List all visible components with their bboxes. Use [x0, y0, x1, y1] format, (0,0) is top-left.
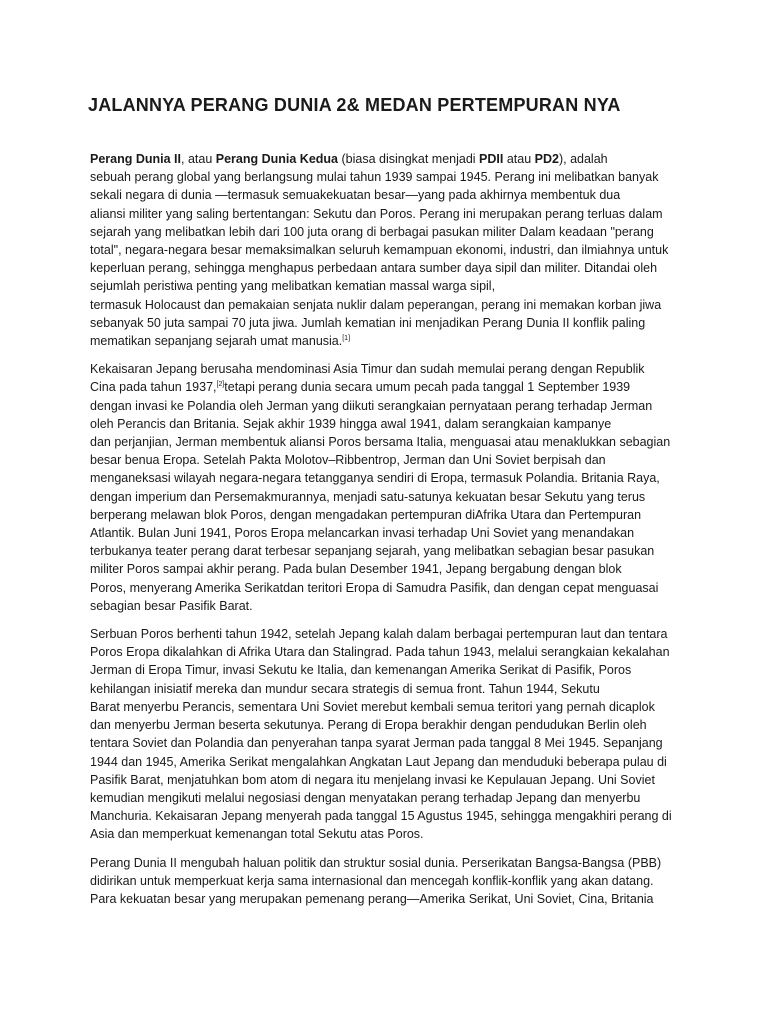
p1-line-1	[90, 150, 680, 168]
text-run: , atau	[181, 152, 216, 166]
text-run: (biasa disingkat menjadi	[338, 152, 480, 166]
p3-line: 1944 dan 1945, Amerika Serikat mengalahkan Angkatan Laut Jepang dan menduduki beberapa pulau di	[90, 754, 667, 769]
p1-line-9: termasuk Holocaust dan pemakaian senjata nuklir dalam peperangan, perang ini memakan korban jiwa	[90, 297, 662, 312]
p3-line: tentara Soviet dan Polandia dan penyerahan tanpa syarat Jerman pada tanggal 8 Mei 1945. Sepanjang	[90, 736, 663, 751]
bold-term: Perang Dunia Kedua	[215, 152, 338, 166]
text-run: atau	[503, 152, 535, 166]
bold-term: Perang Dunia II	[90, 152, 181, 166]
p2-line-1: Kekaisaran Jepang berusaha mendominasi Asia Timur dan sudah memulai perang dengan Republik	[90, 362, 645, 377]
p2-line-11: terbukanya teater perang darat terbesar sepanjang sejarah, yang melibatkan sebagian besar pasukan	[90, 544, 655, 559]
p4-line: didirikan untuk memperkuat kerja sama internasional dan mencegah konflik-konflik yang akan datang.	[90, 873, 654, 888]
p4-line: Para kekuatan besar yang merupakan pemenang perang—Amerika Serikat, Uni Soviet, Cina, Britania	[90, 891, 654, 906]
paragraph-3	[90, 625, 680, 843]
p1-line-7: keperluan perang, sehingga menghapus perbedaan antara sumber daya sipil dan militer. Ditandai oleh	[90, 261, 658, 276]
p3-line: Serbuan Poros berhenti tahun 1942, setelah Jepang kalah dalam berbagai pertempuran laut dan tentara	[90, 627, 668, 642]
reference-link-2[interactable]: [2]	[216, 381, 225, 389]
paragraph-2	[90, 360, 680, 615]
p3-line: Asia dan memperkuat kemenangan total Sekutu atas Poros.	[90, 827, 424, 842]
p3-line: Poros Eropa dikalahkan di Afrika Utara dan Stalingrad. Pada tahun 1943, melalui serangkaian kekalahan	[90, 645, 670, 660]
p1-line-10: sebanyak 50 juta sampai 70 juta jiwa. Jumlah kematian ini menjadikan Perang Dunia II konflik paling	[90, 315, 646, 330]
document-body	[90, 150, 680, 918]
p2-line-2-start: Cina pada tahun 1937,	[90, 380, 217, 395]
p2-line-5: dan perjanjian, Jerman membentuk aliansi Poros bersama Italia, menguasai atau menaklukkan sebagian	[90, 435, 671, 450]
p1-line-8: sejumlah peristiwa penting yang melibatkan kematian massal warga sipil,	[90, 279, 496, 294]
p1-line-6: total", negara-negara besar memaksimalkan seluruh kemampuan ekonomi, industri, dan ilmiahnya untuk	[90, 243, 669, 258]
p2-line-9: berperang melawan blok Poros, dengan mengadakan pertempuran diAfrika Utara dan Pertempuran	[90, 507, 642, 522]
document-title: JALANNYA PERANG DUNIA 2& MEDAN PERTEMPURAN NYA	[88, 95, 621, 115]
p2-line-12: militer Poros sampai akhir perang. Pada bulan Desember 1941, Jepang bergabung dengan blok	[90, 562, 622, 577]
p2-line-3: dengan invasi ke Polandia oleh Jerman yang diikuti serangkaian pernyataan perang terhadap Jerman	[90, 398, 653, 413]
p1-line-5: sejarah yang melibatkan lebih dari 100 juta orang di berbagai pasukan militer Dalam keadaan "perang	[90, 224, 654, 239]
p1-line-2: sebuah perang global yang berlangsung mulai tahun 1939 sampai 1945. Perang ini melibatkan banyak	[90, 170, 659, 185]
p3-line: Manchuria. Kekaisaran Jepang menyerah pada tanggal 15 Agustus 1945, sehingga mengakhiri perang di	[90, 809, 672, 824]
p2-line-4: oleh Perancis dan Britania. Sejak akhir 1939 hingga awal 1941, dalam serangkaian kampanye	[90, 416, 612, 431]
p1-line-11	[90, 332, 680, 350]
paragraph-4	[90, 854, 680, 909]
p2-line-2-end: tetapi perang dunia secara umum pecah pada tanggal 1 September 1939	[224, 380, 631, 395]
bold-term: PDII	[479, 152, 504, 166]
p2-line-2	[90, 378, 680, 396]
p3-line: kemudian mengikuti melalui negosiasi dengan menyatakan perang terhadap Jepang dan menyerbu	[90, 790, 641, 805]
p2-line-10: Atlantik. Bulan Juni 1941, Poros Eropa melancarkan invasi terhadap Uni Soviet yang menandakan	[90, 526, 635, 541]
p2-line-8: dengan imperium dan Persemakmurannya, menjadi satu-satunya kekuatan besar Sekutu yang terus	[90, 489, 646, 504]
p3-line: Jerman di Eropa Timur, invasi Sekutu ke Italia, dan kemenangan Amerika Serikat di Pasifik, Poros	[90, 663, 632, 678]
p1-line-11-text: mematikan sepanjang sejarah umat manusia.	[90, 334, 343, 349]
p3-line: Barat menyerbu Perancis, sementara Uni Soviet merebut kembali semua teritori yang pernah dicaplok	[90, 699, 655, 714]
p2-line-7: menganeksasi wilayah negara-negara tetangganya sendiri di Eropa, termasuk Polandia. Britania Raya,	[90, 471, 660, 486]
p4-line: Perang Dunia II mengubah haluan politik dan struktur sosial dunia. Perserikatan Bangsa-Bangsa (PBB)	[90, 855, 662, 870]
p3-line: kehilangan inisiatif mereka dan mundur secara strategis di semua front. Tahun 1944, Sekutu	[90, 681, 600, 696]
p2-line-13: Poros, menyerang Amerika Serikatdan teritori Eropa di Samudra Pasifik, dan dengan cepat menguasai	[90, 580, 659, 595]
p2-line-14: sebagian besar Pasifik Barat.	[90, 598, 253, 613]
p3-line: Pasifik Barat, menjatuhkan bom atom di negara itu menjelang invasi ke Kepulauan Jepang. Uni Soviet	[90, 772, 655, 787]
bold-term: PD2	[534, 152, 559, 166]
p3-line: dan menyerbu Jerman beserta sekutunya. Perang di Eropa berakhir dengan pendudukan Berlin oleh	[90, 718, 647, 733]
paragraph-1	[90, 150, 680, 350]
text-run: ), adalah	[558, 152, 608, 166]
p1-line-4: aliansi militer yang saling bertentangan: Sekutu dan Poros. Perang ini merupakan perang terluas dalam	[90, 206, 663, 221]
p1-line-3: sekali negara di dunia —termasuk semuakekuatan besar—yang pada akhirnya membentuk dua	[90, 188, 621, 203]
p2-line-6: besar benua Eropa. Setelah Pakta Molotov–Ribbentrop, Jerman dan Uni Soviet berpisah dan	[90, 453, 606, 468]
reference-link-1[interactable]: [1]	[342, 335, 351, 343]
